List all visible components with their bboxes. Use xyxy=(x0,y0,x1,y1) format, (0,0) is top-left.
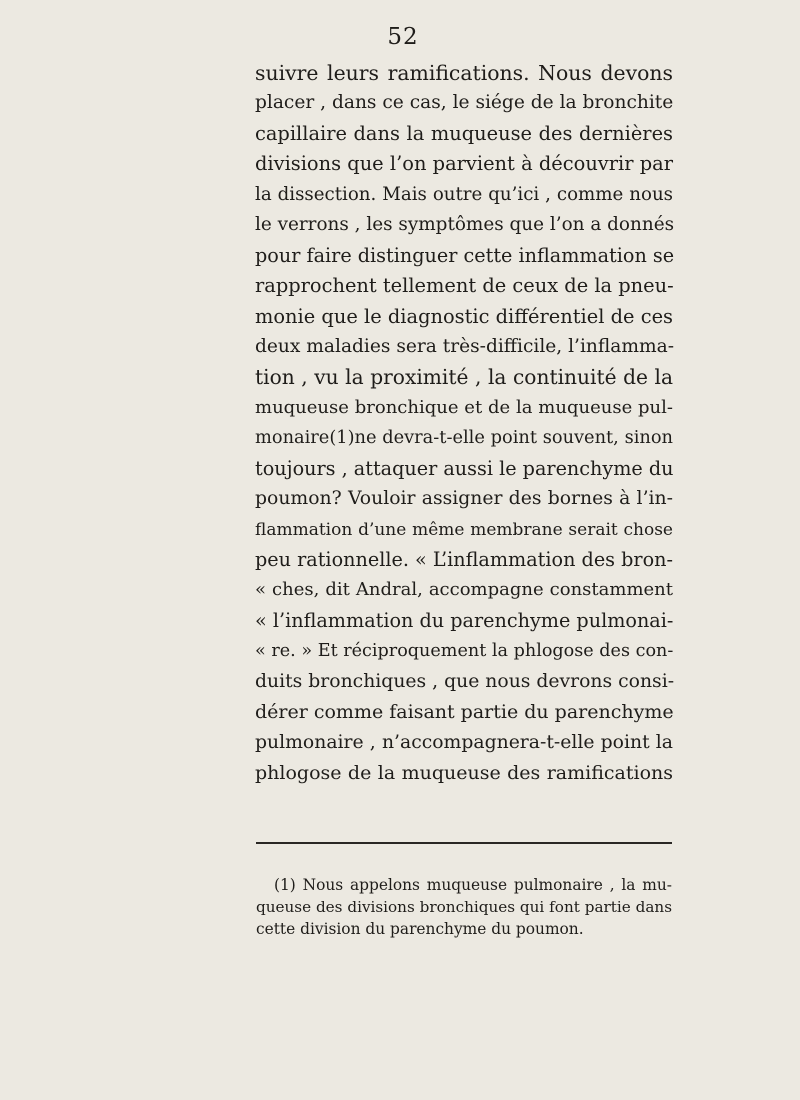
text-line: « re. » Et réciproquement la phlogose des con- xyxy=(255,641,674,662)
text-line: phlogose de la muqueuse des ramifications xyxy=(255,762,673,785)
text-line: monie que le diagnostic différentiel de ces xyxy=(255,304,673,328)
footnote xyxy=(256,874,672,940)
text-line: suivre leurs ramifications. Nous devons xyxy=(255,61,673,85)
text-line: « l’inflammation du parenchyme pulmonai- xyxy=(255,608,674,632)
text-line: pulmonaire , n’accompagnera-t-elle point la xyxy=(255,731,673,753)
text-line: toujours , attaquer aussi le parenchyme du xyxy=(255,456,674,480)
text-line: capillaire dans la muqueuse des dernières xyxy=(255,121,673,145)
text-line: la dissection. Mais outre qu’ici , comme nous xyxy=(255,183,673,205)
text-line: deux maladies sera très-difficile, l’inflamma- xyxy=(255,335,674,357)
text-line: placer , dans ce cas, le siége de la bronchite xyxy=(255,92,674,114)
text-line: divisions que l’on parvient à découvrir par xyxy=(255,152,673,176)
text-line: monaire(1)ne devra-t-elle point souvent, sinon xyxy=(255,427,673,449)
text-line: le verrons , les symptômes que l’on a donnés xyxy=(255,214,675,236)
footnote-line: (1) Nous appelons muqueuse pulmonaire , la mu- xyxy=(274,876,672,894)
text-line: « ches, dit Andral, accompagne constamment xyxy=(255,579,673,601)
text-line: muqueuse bronchique et de la muqueuse pul- xyxy=(255,396,673,418)
text-line: pour faire distinguer cette inflammation se xyxy=(255,243,675,267)
text-line: flammation d’une même membrane serait chose xyxy=(255,519,673,540)
footnote-line: queuse des divisions bronchiques qui font partie dans xyxy=(256,898,672,916)
footnote-separator xyxy=(256,842,672,844)
text-line: tion , vu la proximité , la continuité de la xyxy=(255,365,673,390)
text-line: rapprochent tellement de ceux de la pneu- xyxy=(255,274,674,298)
text-line: peu rationnelle. « L’inflammation des bron- xyxy=(255,548,673,571)
page-number: 52 xyxy=(387,24,419,50)
footnote-line: cette division du parenchyme du poumon. xyxy=(256,920,584,938)
text-line: duits bronchiques , que nous devrons consi- xyxy=(255,670,675,692)
text-line: poumon? Vouloir assigner des bornes à l’in- xyxy=(255,488,673,510)
text-line: dérer comme faisant partie du parenchyme xyxy=(255,701,674,724)
body-text xyxy=(255,58,673,789)
